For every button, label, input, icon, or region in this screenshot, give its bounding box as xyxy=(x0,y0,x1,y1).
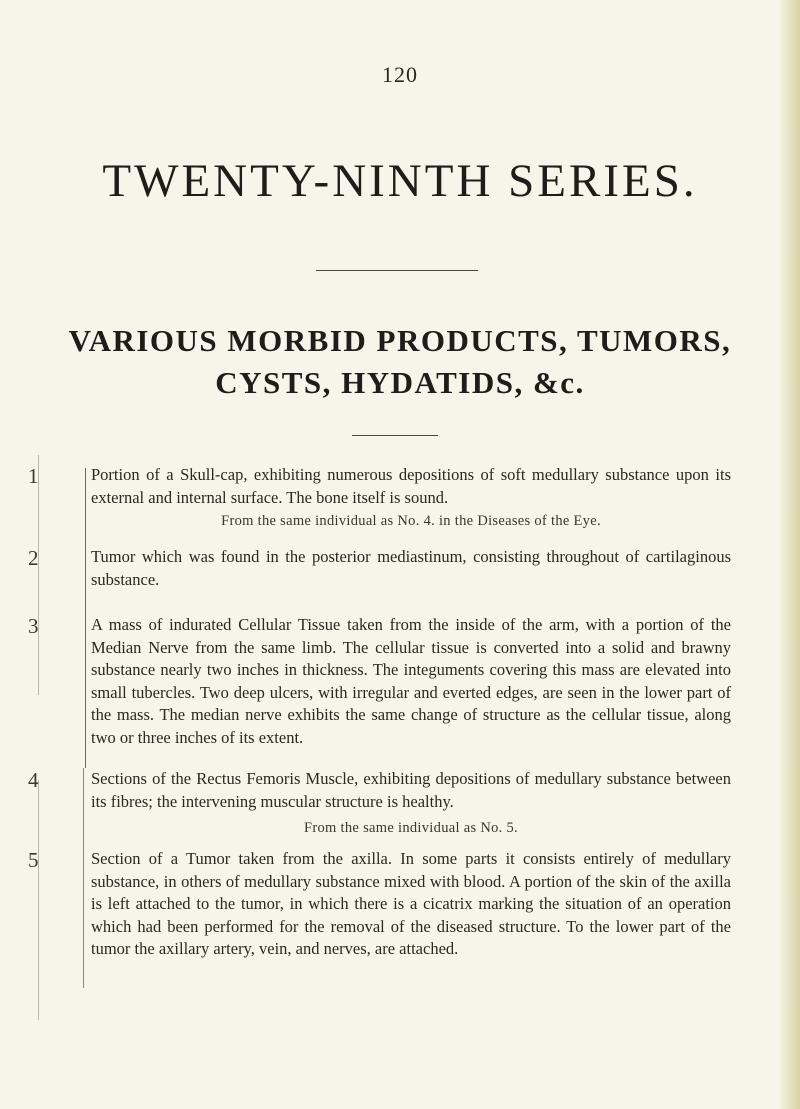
entry-note: From the same individual as No. 4. in the Diseases of the Eye. xyxy=(221,513,601,529)
title-divider xyxy=(316,270,478,271)
entry-description: A mass of indurated Cellular Tissue taken from the inside of the arm, with a portion of the Median Nerve from the same limb. The cellular tissue is converted into a solid and brawny substance nearly two inches in thickness. The integuments covering this mass are elevated into small tubercles. Two deep ulcers, with irregular and everted edges, are seen in the lower part of the mass. The median nerve exhibits the same change of structure as the cellular tissue, along two or three inches of its extent. xyxy=(91,615,731,747)
entry-description: Section of a Tumor taken from the axilla. In some parts it consists entirely of medullary substance, in others of medullary substance mixed with blood. A portion of the skin of the axilla is left attached to the tumor, in which there is a cicatrix marking the situation of an operation which had been performed for the removal of the diseased structure. To the lower part of the tumor the axillary artery, vein, and nerves, are attached. xyxy=(91,849,731,958)
subtitle-divider xyxy=(352,435,438,436)
entry-number: 3 xyxy=(28,614,39,638)
entry-number: 1 xyxy=(28,464,39,488)
series-title: TWENTY-NINTH SERIES. xyxy=(102,155,698,207)
entry-number: 5 xyxy=(28,848,39,872)
margin-rule xyxy=(85,468,86,768)
subtitle-line-1: VARIOUS MORBID PRODUCTS, TUMORS, xyxy=(68,323,732,358)
page-number: 120 xyxy=(382,62,418,87)
entry-description: Tumor which was found in the posterior mediastinum, consisting throughout of cartilaginous substance. xyxy=(91,547,731,589)
subtitle-line-2: CYSTS, HYDATIDS, &c. xyxy=(215,365,585,400)
entry-number: 4 xyxy=(28,768,39,792)
entry-number: 2 xyxy=(28,546,39,570)
entry-description: Portion of a Skull-cap, exhibiting numerous depositions of soft medullary substance upon its external and internal surface. The bone itself is sound. xyxy=(91,465,731,507)
subtitle xyxy=(40,320,760,404)
entry-description: Sections of the Rectus Femoris Muscle, exhibiting depositions of medullary substance between its fibres; the intervening muscular structure is healthy. xyxy=(91,769,731,811)
margin-rule-lower xyxy=(83,768,84,988)
edge-mark xyxy=(38,780,39,1020)
entry-note: From the same individual as No. 5. xyxy=(304,820,518,836)
edge-mark xyxy=(38,455,39,695)
